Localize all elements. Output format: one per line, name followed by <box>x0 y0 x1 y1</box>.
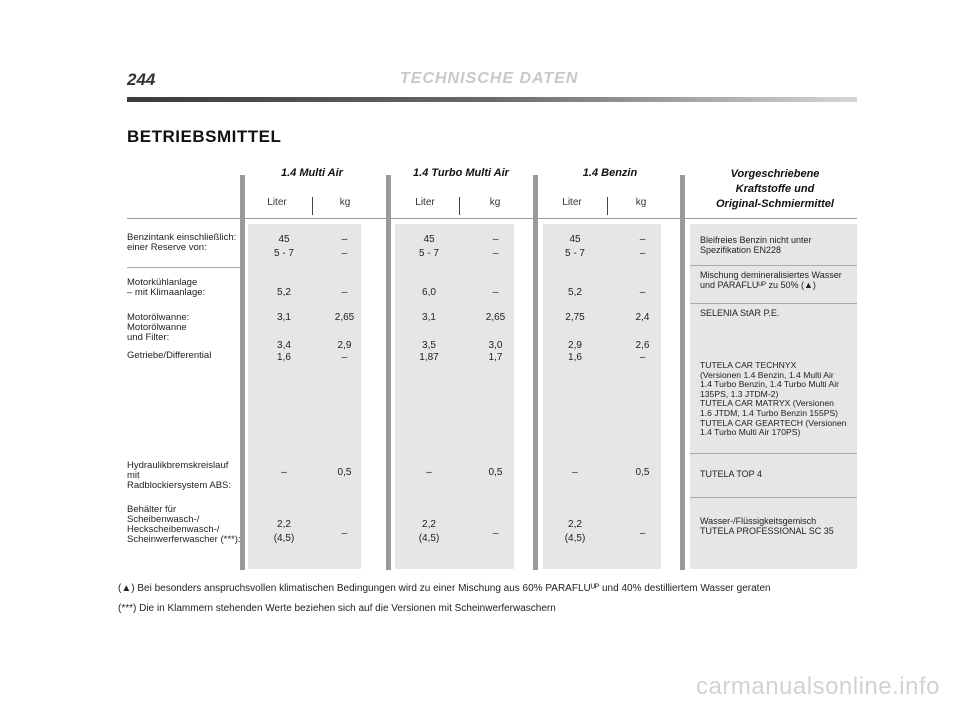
footnote-paraflu: (▲) Bei besonders anspruchsvollen klimatischen Bedingungen wird zu einer Mischung aus 60% PARAFLUᵁᴾ und 40% destilliertem Wasser geraten <box>118 583 771 594</box>
cell-value: 3,1 3,4 <box>277 312 291 351</box>
row-divider <box>127 267 240 268</box>
cell-value: – – <box>639 234 646 259</box>
spec-header-line-3: Original-Schmiermittel <box>716 198 834 210</box>
unit-liter: Liter <box>415 197 435 208</box>
cell-value: 0,5 <box>337 467 352 478</box>
cell-value: 2,65 3,0 <box>485 312 506 351</box>
row-label-engine-oil: Motorölwanne: Motorölwanne und Filter: <box>127 312 190 343</box>
cell-value: 2,65 2,9 <box>334 312 355 351</box>
cell-value: – – <box>492 234 499 259</box>
row-divider <box>690 265 857 266</box>
row-label-coolant: Motorkühlanlage – mit Klimaanlage: <box>127 277 206 298</box>
cell-value: – <box>639 352 646 363</box>
cell-value: 45 5 - 7 <box>564 234 585 259</box>
cell-value: 2,2 (4,5) <box>273 519 295 544</box>
cell-value: – <box>639 528 646 539</box>
column-title-benzin: 1.4 Benzin <box>582 167 638 179</box>
header-rule <box>127 97 857 102</box>
cell-value: 1,7 <box>488 352 503 363</box>
cell-value: 2,2 (4,5) <box>418 519 440 544</box>
row-divider <box>690 453 857 454</box>
footnote-headlamp-washer: (***) Die in Klammern stehenden Werte beziehen sich auf die Versionen mit Scheinwerferwaschern <box>118 603 556 614</box>
cell-value: 6,0 <box>422 287 436 298</box>
spec-header-line-1: Vorgeschriebene <box>730 168 820 180</box>
cell-value: – <box>426 467 432 478</box>
cell-value: 0,5 <box>488 467 503 478</box>
row-label-washer: Behälter für Scheibenwasch-/ Heckscheibenwasch-/ Scheinwerferwascher (***): <box>127 504 241 545</box>
page-title: BETRIEBSMITTEL <box>127 127 282 146</box>
unit-liter: Liter <box>562 197 582 208</box>
column-bar <box>386 175 391 570</box>
cell-value: 2,4 2,6 <box>635 312 650 351</box>
cell-value: – <box>492 287 499 298</box>
cell-value: 3,1 3,5 <box>422 312 436 351</box>
row-label-fuel-tank: Benzintank einschließlich: einer Reserve von: <box>127 232 237 253</box>
spec-gearbox: TUTELA CAR TECHNYX (Versionen 1.4 Benzin, 1.4 Multi Air 1.4 Turbo Benzin, 1.4 Turbo Multi Air 135PS, 1.3 JTDM-2) TUTELA CAR MATRYX (Versionen 1.6 JTDM, 1.4 Turbo Benzin 155PS) TUTELA CAR GEARTECH (Versionen 1.4 Turbo Multi Air 170PS) <box>700 360 847 438</box>
row-divider <box>690 497 857 498</box>
column-bar <box>680 175 685 570</box>
cell-value: – <box>572 467 578 478</box>
row-label-gearbox: Getriebe/Differential <box>127 350 212 361</box>
page-number: 244 <box>127 70 156 89</box>
cell-value: 1,6 <box>568 352 582 363</box>
spec-header-line-2: Kraftstoffe und <box>735 183 815 195</box>
cell-value: 2,75 2,9 <box>565 312 585 351</box>
cell-value: – <box>341 528 348 539</box>
cell-value: 5,2 <box>277 287 291 298</box>
column-title-turbo-multi-air: 1.4 Turbo Multi Air <box>413 167 509 179</box>
spec-engine-oil: SELENIA StAR P.E. <box>700 308 780 318</box>
unit-kg: kg <box>635 197 647 208</box>
unit-divider <box>459 197 460 215</box>
cell-value: 1,6 <box>277 352 291 363</box>
unit-liter: Liter <box>267 197 287 208</box>
unit-kg: kg <box>489 197 501 208</box>
cell-value: 2,2 (4,5) <box>564 519 586 544</box>
cell-value: – – <box>341 234 348 259</box>
cell-value: 0,5 <box>635 467 650 478</box>
cell-value: – <box>341 287 348 298</box>
spec-coolant: Mischung demineralisiertes Wasser und PARAFLUᵁᴾ zu 50% (▲) <box>700 270 842 290</box>
column-title-multi-air: 1.4 Multi Air <box>281 167 343 179</box>
cell-value: 1,87 <box>419 352 439 363</box>
spec-fuel: Bleifreies Benzin nicht unter Spezifikation EN228 <box>700 235 812 255</box>
spec-washer: Wasser-/Flüssigkeitsgemisch TUTELA PROFESSIONAL SC 35 <box>700 516 834 536</box>
spec-header <box>690 167 860 212</box>
unit-divider <box>607 197 608 215</box>
column-bar <box>533 175 538 570</box>
cell-value: – <box>281 467 287 478</box>
cell-value: – <box>639 287 646 298</box>
cell-value: 5,2 <box>568 287 582 298</box>
cell-value: – <box>341 352 348 363</box>
row-label-brake-fluid: Hydraulikbremskreislauf mit Radblockiersystem ABS: <box>127 460 232 491</box>
unit-divider <box>312 197 313 215</box>
cell-value: – <box>492 528 499 539</box>
watermark: carmanualsonline.info <box>696 673 940 700</box>
table-top-rule <box>127 218 857 219</box>
spec-brake-fluid: TUTELA TOP 4 <box>700 469 763 479</box>
unit-kg: kg <box>339 197 351 208</box>
row-divider <box>690 303 857 304</box>
section-title: TECHNISCHE DATEN <box>400 70 579 87</box>
cell-value: 45 5 - 7 <box>418 234 439 259</box>
cell-value: 45 5 - 7 <box>273 234 294 259</box>
